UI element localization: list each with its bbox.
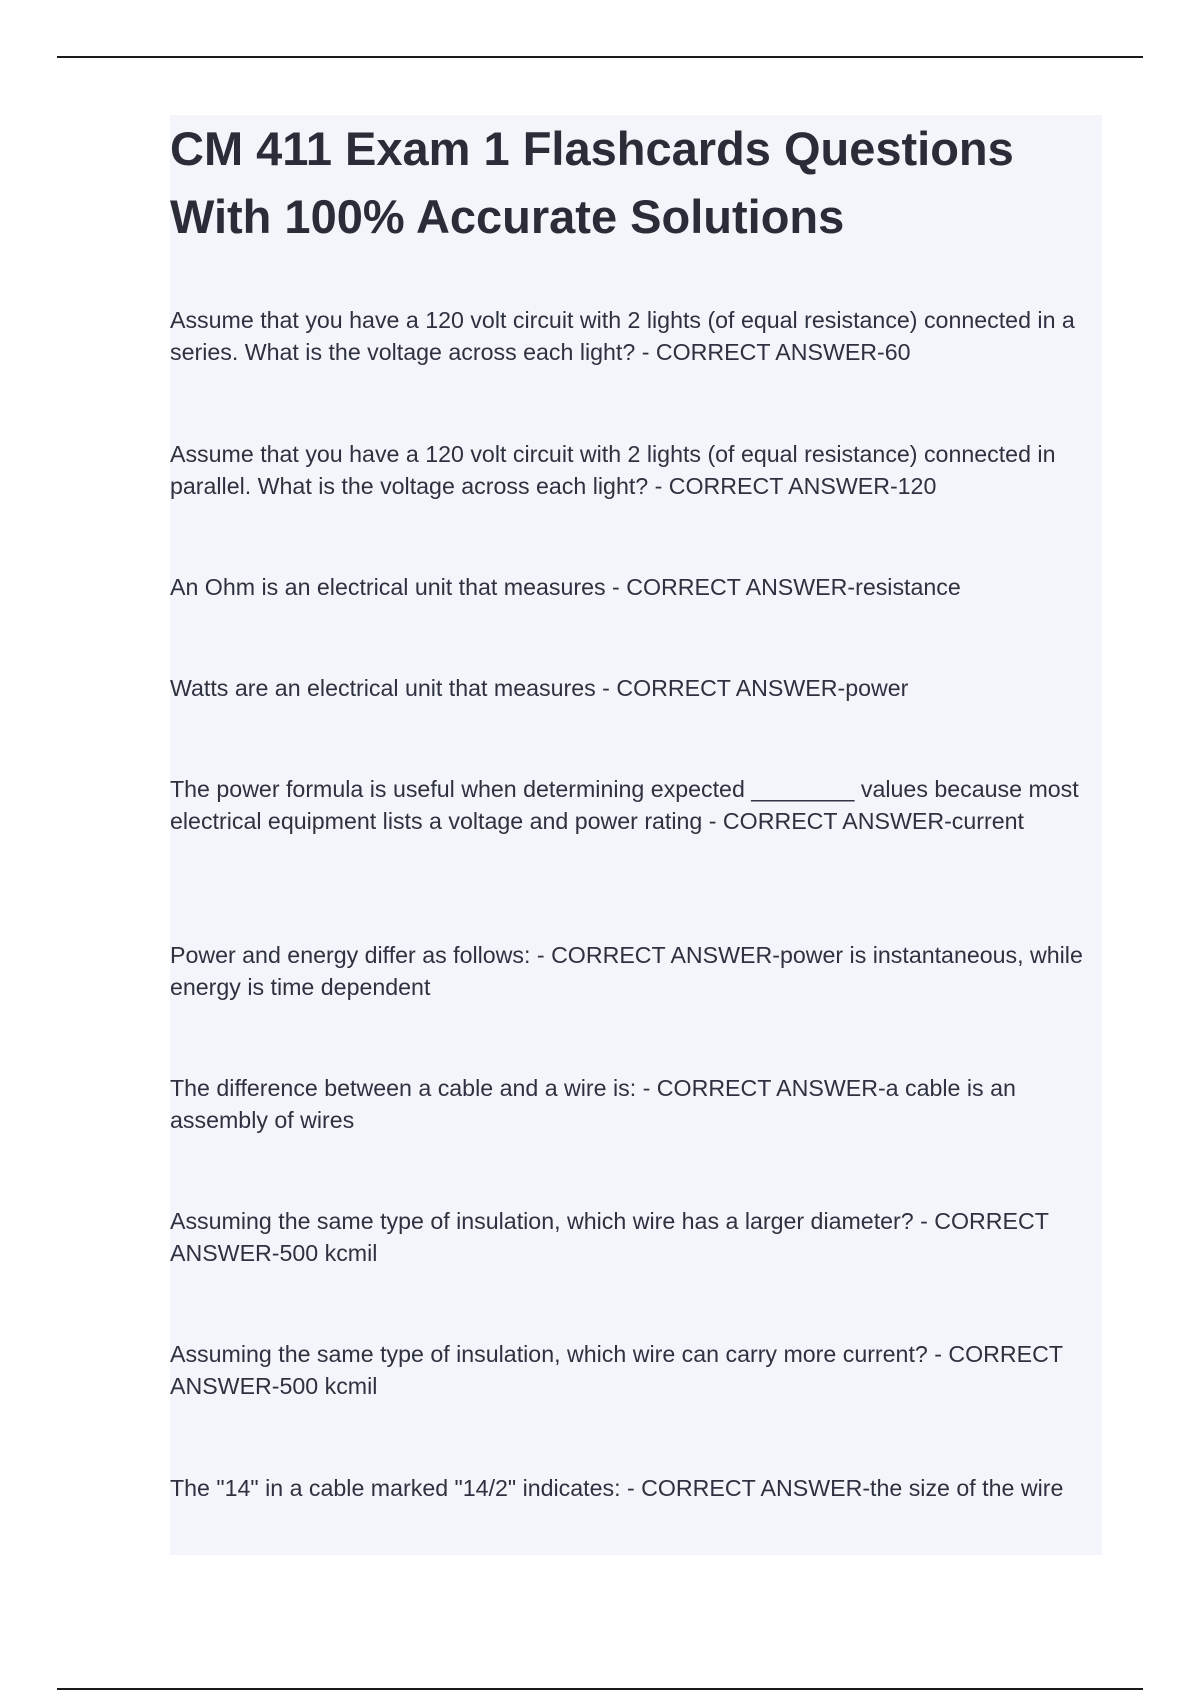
flashcard-item: The difference between a cable and a wire is: - CORRECT ANSWER-a cable is an assembly of wires bbox=[170, 1075, 1016, 1133]
flashcard-item: Assume that you have a 120 volt circuit with 2 lights (of equal resistance) connected in a series. What is the voltage across each light? - CORRECT ANSWER-60 bbox=[170, 307, 1075, 365]
flashcard-item: An Ohm is an electrical unit that measures - CORRECT ANSWER-resistance bbox=[170, 574, 961, 600]
flashcard-item: Watts are an electrical unit that measures - CORRECT ANSWER-power bbox=[170, 675, 909, 701]
flashcard-item: Assume that you have a 120 volt circuit with 2 lights (of equal resistance) connected in parallel. What is the voltage across each light? - CORRECT ANSWER-120 bbox=[170, 441, 1056, 499]
flashcard-item: The power formula is useful when determining expected ________ values because most electrical equipment lists a voltage and power rating - CORRECT ANSWER-current bbox=[170, 776, 1079, 834]
flashcard-item: Assuming the same type of insulation, which wire has a larger diameter? - CORRECT ANSWER-500 kcmil bbox=[170, 1208, 1049, 1266]
document-title: CM 411 Exam 1 Flashcards Questions With 100% Accurate Solutions bbox=[170, 122, 1014, 243]
flashcard-item: Power and energy differ as follows: - CORRECT ANSWER-power is instantaneous, while energy is time dependent bbox=[170, 942, 1083, 1000]
top-rule bbox=[57, 56, 1143, 58]
document-body bbox=[170, 115, 1102, 1555]
flashcard-item: The "14" in a cable marked "14/2" indicates: - CORRECT ANSWER-the size of the wire bbox=[170, 1475, 1064, 1501]
bottom-rule bbox=[57, 1688, 1143, 1690]
flashcard-item: Assuming the same type of insulation, which wire can carry more current? - CORRECT ANSWER-500 kcmil bbox=[170, 1341, 1063, 1399]
